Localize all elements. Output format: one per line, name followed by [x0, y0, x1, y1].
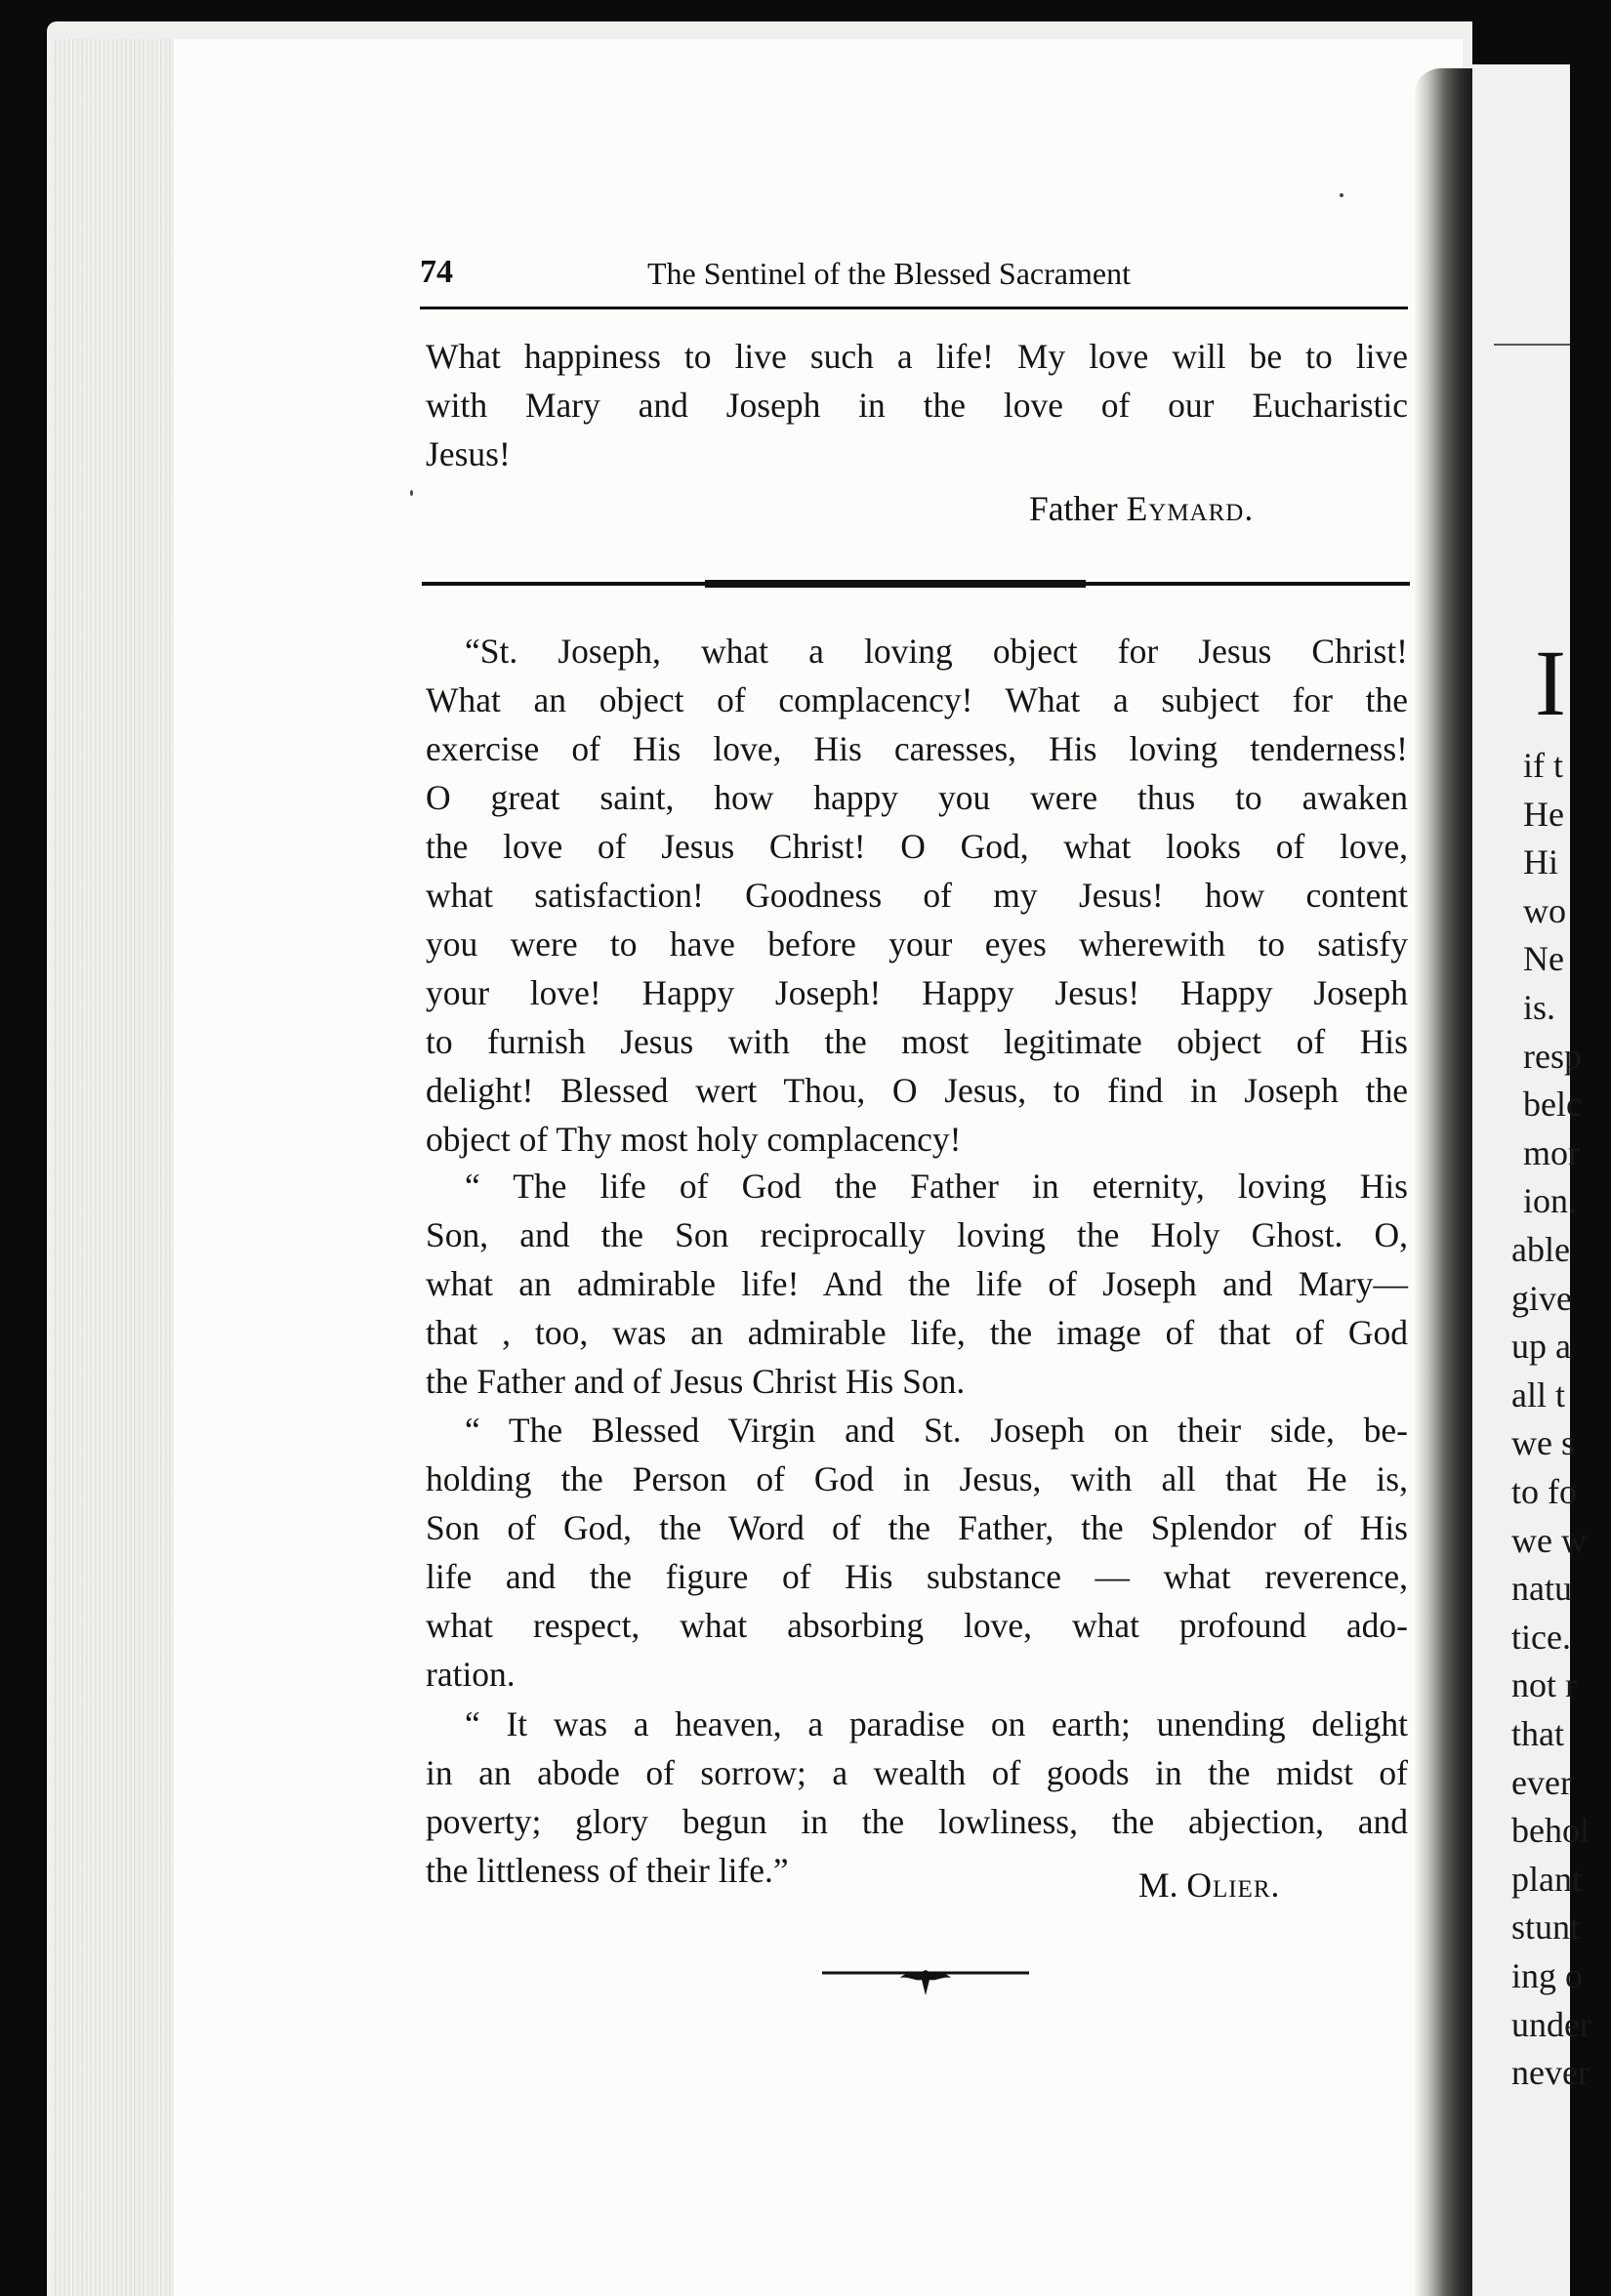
- right-page-text-line: all t: [1511, 1374, 1565, 1414]
- text-line: object of Thy most holy complacency!: [426, 1120, 962, 1159]
- text-line: What happiness to live such a life! My love will be to live: [426, 337, 1408, 376]
- text-line: “ The life of God the Father in eternity, loving His: [465, 1167, 1408, 1206]
- text-line: your love! Happy Joseph! Happy Jesus! Happy Joseph: [426, 973, 1408, 1012]
- text-line: what an admirable life! And the life of Joseph and Mary—: [426, 1264, 1408, 1303]
- right-page-text-line: able: [1511, 1230, 1570, 1269]
- text-line: “ It was a heaven, a paradise on earth; unending delight: [465, 1704, 1408, 1743]
- right-page-text-line: ion.: [1523, 1181, 1578, 1221]
- right-page-text-line: wo: [1523, 890, 1566, 930]
- scan-speck: [1340, 193, 1343, 197]
- header-rule: [420, 307, 1408, 309]
- section-divider: [422, 582, 1410, 586]
- running-title: The Sentinel of the Blessed Sacrament: [647, 256, 1131, 291]
- text-line: to furnish Jesus with the most legitimate object of His: [426, 1022, 1408, 1061]
- right-page-text-line: behol: [1511, 1811, 1590, 1851]
- right-page-text-line: mor: [1523, 1132, 1580, 1172]
- right-page-dropcap: I: [1535, 631, 1566, 735]
- right-page-text-line: plant: [1511, 1859, 1582, 1899]
- signature-olier: [1138, 1868, 1280, 1904]
- text-line: “St. Joseph, what a loving object for Jesus Christ!: [465, 632, 1408, 671]
- text-line: the littleness of their life.”: [426, 1851, 789, 1890]
- text-line: in an abode of sorrow; a wealth of goods in the midst of: [426, 1753, 1408, 1792]
- olier-paragraph-3: [426, 1406, 1408, 1699]
- right-page-text-line: under: [1511, 2004, 1591, 2044]
- text-line: “ The Blessed Virgin and St. Joseph on their side, be-: [465, 1411, 1408, 1450]
- olier-paragraph-2: [426, 1162, 1408, 1406]
- text-line: what respect, what absorbing love, what profound ado-: [426, 1606, 1408, 1645]
- text-line: that , too, was an admirable life, the image of that of God: [426, 1313, 1408, 1352]
- right-page-text-line: Ne: [1523, 939, 1564, 979]
- fleuron-ornament-icon: [818, 1962, 1033, 2001]
- right-page-header-rule: [1494, 344, 1570, 346]
- signature-prefix: Father: [1029, 489, 1127, 528]
- right-page-text-line: Hi: [1523, 842, 1558, 882]
- right-page-text-line: never: [1511, 2053, 1590, 2093]
- right-page-text-line: natu: [1511, 1569, 1572, 1609]
- right-page-text-line: give: [1511, 1278, 1572, 1318]
- page-number: 74: [420, 254, 453, 290]
- book-gutter-shadow: [1414, 68, 1472, 2296]
- text-line: with Mary and Joseph in the love of our Eucharistic: [426, 386, 1408, 425]
- right-page-text-line: ing o: [1511, 1956, 1584, 1995]
- text-line: delight! Blessed wert Thou, O Jesus, to find in Joseph the: [426, 1071, 1408, 1110]
- right-page-text-line: resp: [1523, 1036, 1582, 1076]
- text-line: Son of God, the Word of the Father, the Splendor of His: [426, 1508, 1408, 1547]
- right-page-text-line: ever: [1511, 1762, 1572, 1802]
- text-line: O great saint, how happy you were thus to awaken: [426, 778, 1408, 817]
- signature-eymard: [1029, 489, 1255, 528]
- right-page-text-line: that: [1511, 1714, 1564, 1753]
- text-line: What an object of complacency! What a subject for the: [426, 680, 1408, 719]
- right-page-text-line: not r: [1511, 1665, 1577, 1705]
- right-page-text-line: to fo: [1511, 1472, 1577, 1511]
- text-line: holding the Person of God in Jesus, with all that He is,: [426, 1459, 1408, 1498]
- right-page-text-line: if t: [1523, 746, 1563, 785]
- signature-name: Eymard.: [1126, 489, 1255, 528]
- right-page-text-line: stunt: [1511, 1907, 1581, 1948]
- olier-paragraph-1: [426, 627, 1408, 1164]
- right-page-text-line: we w: [1511, 1520, 1587, 1560]
- right-page-text-line: up a: [1511, 1327, 1571, 1367]
- text-line: what satisfaction! Goodness of my Jesus! how content: [426, 876, 1408, 915]
- text-line: Jesus!: [426, 434, 511, 473]
- text-line: life and the figure of His substance — what reverence,: [426, 1557, 1408, 1596]
- eymard-quote: [426, 332, 1408, 478]
- right-page-text-line: tice.: [1511, 1617, 1571, 1657]
- right-page-text-line: belc: [1523, 1085, 1582, 1125]
- text-line: the love of Jesus Christ! O God, what looks of love,: [426, 827, 1408, 866]
- scan-speck: [410, 490, 413, 496]
- text-line: you were to have before your eyes wherewith to satisfy: [426, 924, 1408, 964]
- text-line: poverty; glory begun in the lowliness, the abjection, and: [426, 1802, 1408, 1841]
- text-line: exercise of His love, His caresses, His loving tenderness!: [426, 729, 1408, 768]
- text-line: ration.: [426, 1655, 516, 1694]
- page-stack-edges: [55, 39, 182, 2296]
- text-line: Son, and the Son reciprocally loving the Holy Ghost. O,: [426, 1215, 1408, 1254]
- signature-initial: M.: [1138, 1866, 1187, 1905]
- right-page-text-line: is.: [1523, 988, 1556, 1027]
- right-page-text-line: we s: [1511, 1423, 1575, 1463]
- text-line: the Father and of Jesus Christ His Son.: [426, 1362, 966, 1401]
- right-page-text-line: He: [1523, 794, 1564, 834]
- signature-name: Olier.: [1186, 1866, 1281, 1905]
